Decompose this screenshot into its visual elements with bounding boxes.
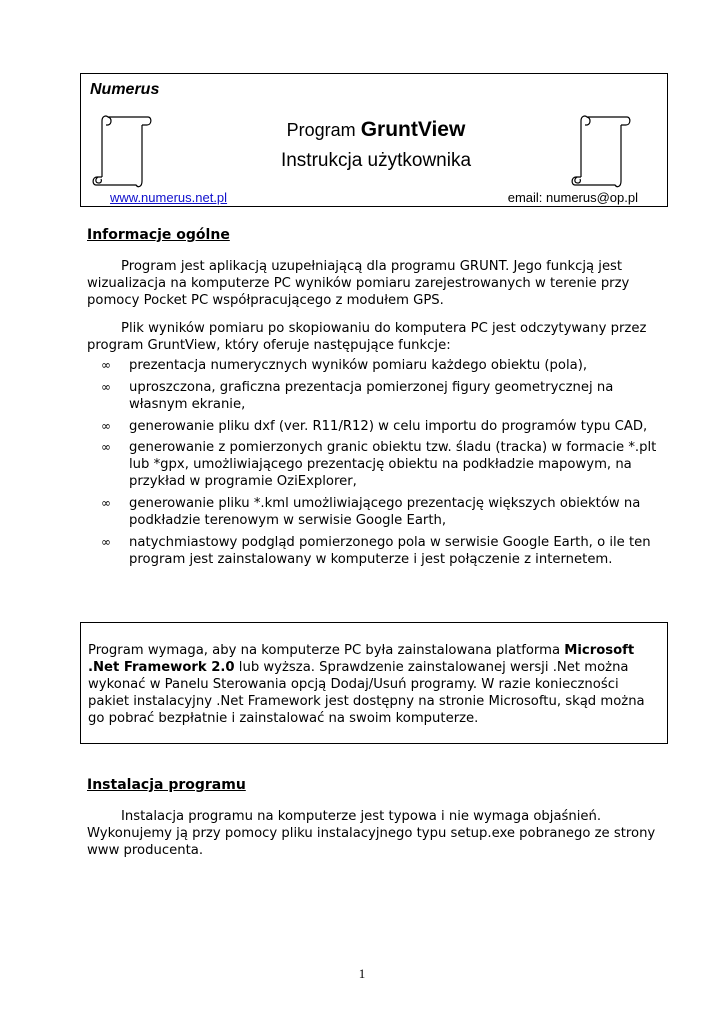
feature-text: generowanie pliku dxf (ver. R11/R12) w celu importu do programów typu CAD, xyxy=(129,418,648,434)
list-item xyxy=(87,534,667,568)
program-title-prefix: Program xyxy=(286,120,361,140)
list-item xyxy=(87,357,667,374)
list-item xyxy=(87,418,667,435)
section-heading-general: Informacje ogólne xyxy=(87,227,230,243)
contact-email: email: numerus@op.pl xyxy=(507,190,638,205)
features-intro-text: Plik wyników pomiaru po skopiowaniu do komputera PC jest odczytywany przez program GruntView, który oferuje następujące funkcje: xyxy=(87,321,647,353)
scroll-icon xyxy=(92,113,152,189)
feature-text: generowanie pliku *.kml umożliwiającego prezentację większych obiektów na podkładzie terenowym w serwisie Google Earth, xyxy=(129,496,641,529)
feature-text: prezentacja numerycznych wyników pomiaru każdego obiektu (pola), xyxy=(129,358,588,373)
features-intro-paragraph xyxy=(87,320,657,354)
infinity-bullet-icon: ∞ xyxy=(101,358,111,372)
feature-text: generowanie z pomierzonych granic obiektu tzw. śladu (tracka) w formacie *.plt lub *gpx, umożliwiającego prezentację obiektu na podkładzie mapowym, na przykład w programie OziExplorer, xyxy=(129,440,657,490)
feature-text: uproszczona, graficzna prezentacja pomierzonej figury geometrycznej na własnym ekranie, xyxy=(129,379,614,412)
feature-list xyxy=(87,357,667,573)
program-title xyxy=(201,118,551,142)
document-subtitle: Instrukcja użytkownika xyxy=(280,150,472,171)
infinity-bullet-icon: ∞ xyxy=(101,440,111,455)
feature-text: natychmiastowy podgląd pomierzonego pola w serwisie Google Earth, o ile ten program jest zainstalowany w komputerze i jest połączenie z internetem. xyxy=(129,534,651,567)
list-item xyxy=(87,439,667,490)
install-paragraph-text: Instalacja programu na komputerze jest typowa i nie wymaga objaśnień. Wykonujemy ją przy pomocy pliku instalacyjnego typu setup.exe pobranego ze strony www producenta. xyxy=(87,809,656,858)
page-number: 1 xyxy=(358,966,366,981)
section-heading-install: Instalacja programu xyxy=(87,777,246,793)
list-item xyxy=(87,495,667,529)
requirements-note-box xyxy=(80,622,668,744)
list-item xyxy=(87,379,667,413)
framework-name: Microsoft .Net Framework 2.0 xyxy=(88,643,635,675)
intro-paragraph xyxy=(87,258,657,309)
infinity-bullet-icon: ∞ xyxy=(101,496,111,511)
intro-paragraph-text: Program jest aplikacją uzupełniającą dla programu GRUNT. Jego funkcją jest wizualizacja na komputerze PC wyników pomiaru zarejestrowanych w terenie przy pomocy Pocket PC współpracującego z modułem GPS. xyxy=(87,259,630,308)
document-header xyxy=(80,73,668,207)
infinity-bullet-icon: ∞ xyxy=(101,379,111,394)
program-name: GruntView xyxy=(360,118,466,141)
website-link[interactable]: www.numerus.net.pl xyxy=(110,190,228,205)
install-paragraph xyxy=(87,808,657,859)
requirements-text-end: lub wyższa. Sprawdzenie zainstalowanej wersji .Net można wykonać w Panelu Sterowania opcją Dodaj/Usuń programy. W razie konieczności pakiet instalacyjny .Net Framework jest dostępny na stronie Microsoftu, skąd można go pobrać bezpłatnie i zainstalować na swoim komputerze. xyxy=(88,660,645,726)
brand-name: Numerus xyxy=(90,81,160,98)
infinity-bullet-icon: ∞ xyxy=(101,418,111,433)
scroll-icon xyxy=(571,113,631,189)
requirements-text-start: Program wymaga, aby na komputerze PC była zainstalowana platforma xyxy=(88,643,565,658)
infinity-bullet-icon: ∞ xyxy=(101,534,111,549)
